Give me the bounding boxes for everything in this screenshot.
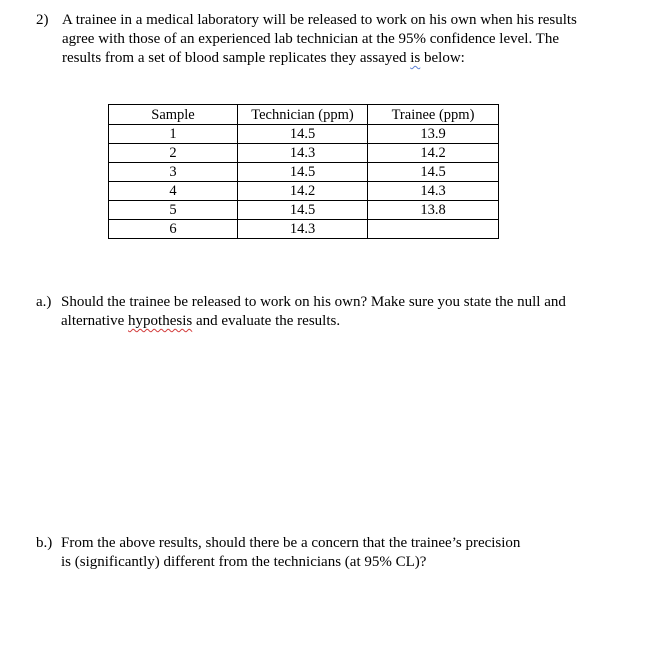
question-line-3	[62, 49, 632, 68]
part-a-line-2	[61, 312, 631, 331]
part-a-line-2-start: alternative	[61, 313, 129, 329]
table-row	[109, 144, 499, 163]
table-row	[109, 182, 499, 201]
cell-sample: 3	[109, 163, 238, 182]
header-sample: Sample	[109, 105, 238, 125]
results-table	[108, 104, 499, 239]
cell-trainee: 14.5	[368, 163, 499, 182]
cell-trainee	[368, 220, 499, 239]
table-row	[109, 220, 499, 239]
question-line-3-start: results from a set of blood sample replicates they assayed	[62, 50, 407, 66]
cell-technician: 14.2	[238, 182, 368, 201]
part-b-line-1: From the above results, should there be a concern that the trainee’s precision	[61, 535, 521, 551]
cell-sample: 6	[109, 220, 238, 239]
cell-sample: 2	[109, 144, 238, 163]
cell-sample: 1	[109, 125, 238, 144]
cell-technician: 14.5	[238, 163, 368, 182]
part-a-label: a.)	[36, 294, 52, 310]
table-row	[109, 163, 499, 182]
cell-trainee: 13.9	[368, 125, 499, 144]
part-b-label: b.)	[36, 535, 53, 551]
grammar-flagged-word: is	[410, 50, 421, 66]
part-b-line-2: is (significantly) different from the technicians (at 95% CL)?	[61, 554, 427, 570]
question-number: 2)	[36, 12, 49, 28]
question-line-3-end: below:	[420, 50, 465, 66]
cell-trainee: 14.2	[368, 144, 499, 163]
part-a-line-1: Should the trainee be released to work on his own? Make sure you state the null and	[61, 294, 566, 310]
part-a-line-2-end: and evaluate the results.	[192, 313, 341, 329]
cell-sample: 5	[109, 201, 238, 220]
cell-sample: 4	[109, 182, 238, 201]
question-line-1: A trainee in a medical laboratory will be released to work on his own when his results	[62, 12, 577, 28]
table-row	[109, 201, 499, 220]
cell-technician: 14.3	[238, 144, 368, 163]
question-text	[62, 11, 632, 68]
cell-trainee: 14.3	[368, 182, 499, 201]
table-row	[109, 125, 499, 144]
table-header-row	[109, 105, 499, 125]
question-line-2: agree with those of an experienced lab technician at the 95% confidence level. The	[62, 31, 559, 47]
part-a-text	[61, 293, 631, 331]
part-b-text	[61, 534, 631, 572]
header-technician: Technician (ppm)	[238, 105, 368, 125]
cell-technician: 14.5	[238, 125, 368, 144]
spelling-flagged-word: hypothesis	[128, 313, 193, 329]
cell-trainee: 13.8	[368, 201, 499, 220]
header-trainee: Trainee (ppm)	[368, 105, 499, 125]
cell-technician: 14.5	[238, 201, 368, 220]
cell-technician: 14.3	[238, 220, 368, 239]
